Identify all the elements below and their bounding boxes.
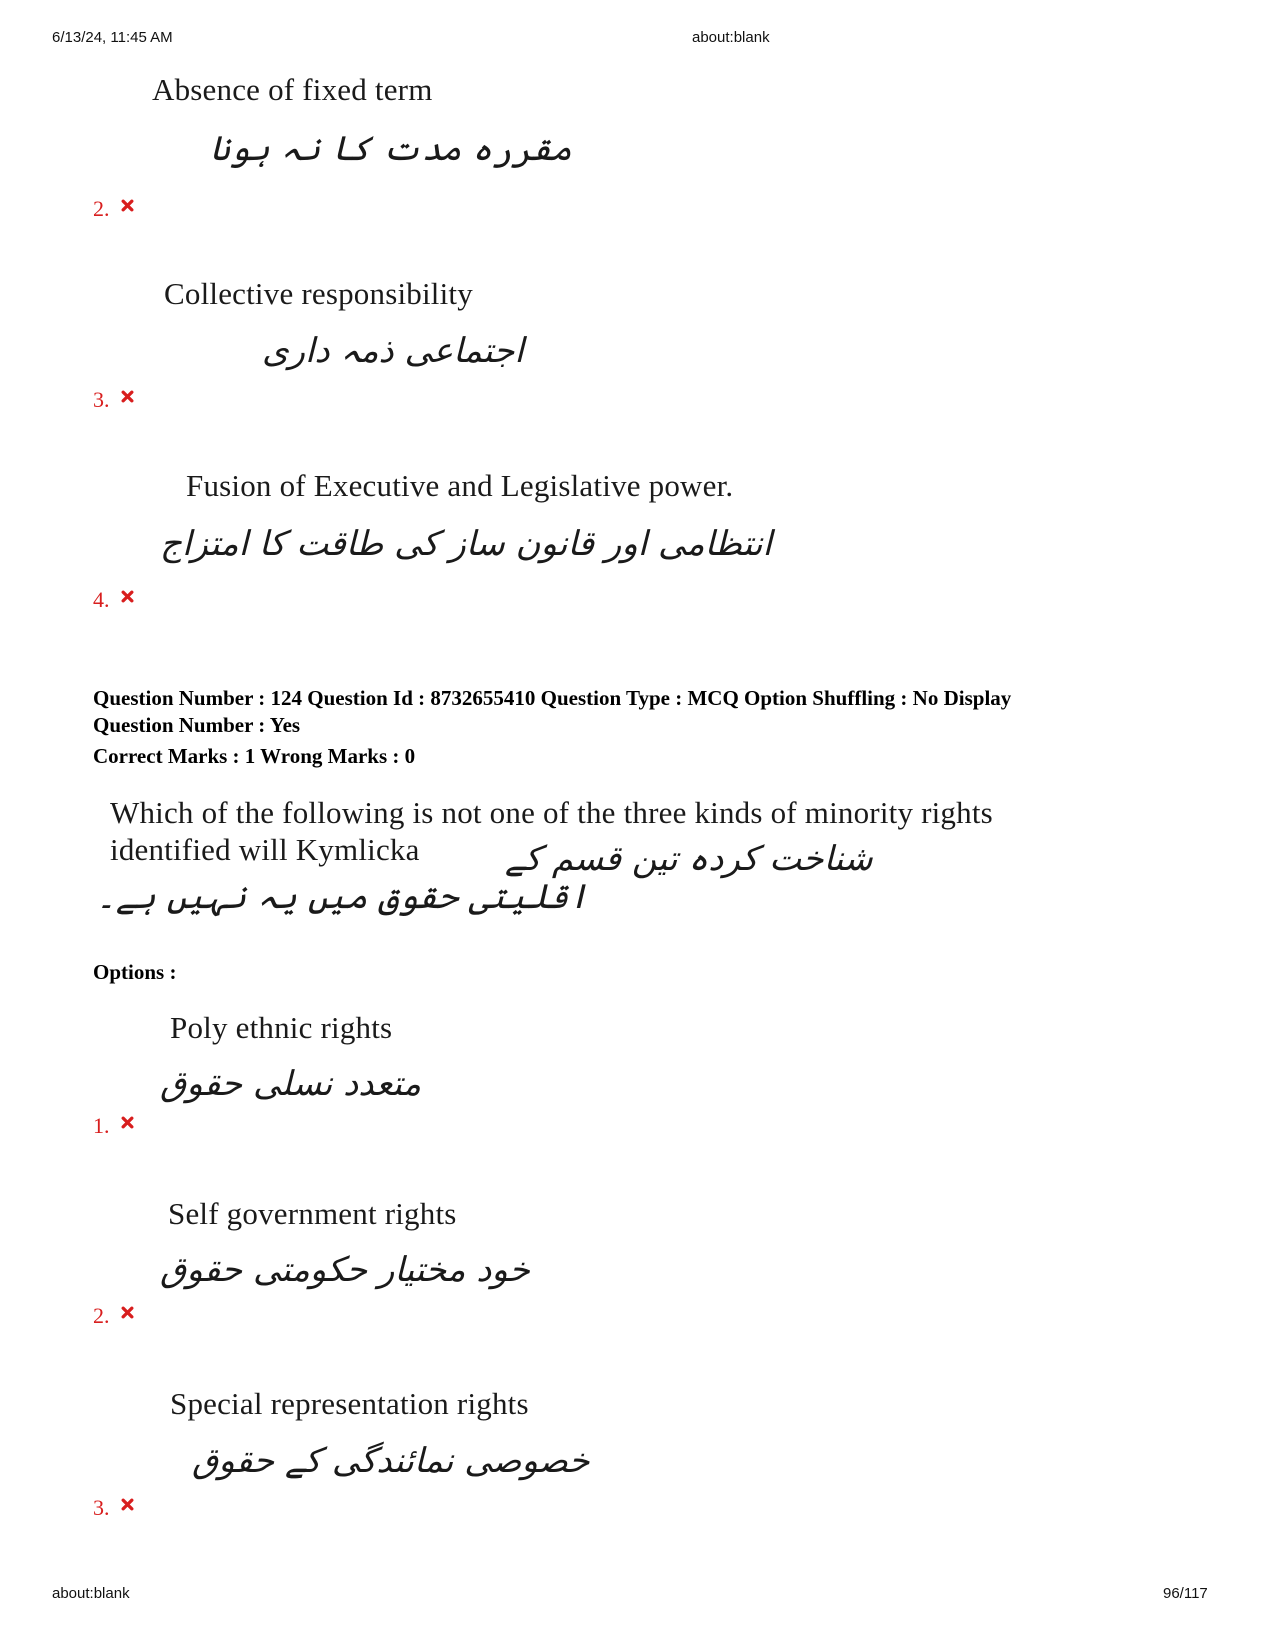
option-1-english: Poly ethnic rights bbox=[170, 1010, 393, 1045]
option-3-number: 3. bbox=[93, 1495, 110, 1520]
cross-icon bbox=[121, 1116, 134, 1129]
option-3-english: Special representation rights bbox=[170, 1386, 529, 1421]
cross-icon bbox=[121, 199, 134, 212]
option-2-urdu: خود مختیار حکومتی حقوق bbox=[160, 1250, 530, 1290]
print-url: about:blank bbox=[692, 29, 770, 46]
question-text-urdu-1: شناخت کردہ تین قسم کے bbox=[505, 839, 873, 879]
question-meta-line-2: Question Number : Yes bbox=[93, 713, 301, 737]
prev-option-2-urdu: مقررہ مدت کا نہ ہونا bbox=[210, 129, 572, 169]
prev-option-4-urdu: انتظامی اور قانون ساز کی طاقت کا امتزاج bbox=[160, 524, 772, 564]
option-2-number: 2. bbox=[93, 1303, 110, 1328]
option-2-english: Self government rights bbox=[168, 1196, 457, 1231]
option-3-urdu: خصوصی نمائندگی کے حقوق bbox=[192, 1441, 590, 1481]
print-datetime: 6/13/24, 11:45 AM bbox=[52, 29, 173, 46]
question-text-urdu-2: اقلیتی حقوق میں یہ نہیں ہے۔ bbox=[96, 877, 589, 917]
option-1-number: 1. bbox=[93, 1113, 110, 1138]
prev-option-4-number: 4. bbox=[93, 587, 110, 612]
question-text-english-2: identified will Kymlicka bbox=[110, 832, 420, 867]
prev-option-4-english: Fusion of Executive and Legislative power. bbox=[186, 468, 734, 503]
question-marks: Correct Marks : 1 Wrong Marks : 0 bbox=[93, 744, 416, 768]
cross-icon bbox=[121, 590, 134, 603]
option-1-urdu: متعدد نسلی حقوق bbox=[160, 1064, 422, 1104]
prev-option-3-english: Collective responsibility bbox=[164, 276, 473, 311]
prev-option-3-number: 3. bbox=[93, 387, 110, 412]
cross-icon bbox=[121, 1306, 134, 1319]
cross-icon bbox=[121, 1498, 134, 1511]
question-text-english-1: Which of the following is not one of the three kinds of minority rights bbox=[110, 795, 993, 830]
prev-option-2-number: 2. bbox=[93, 196, 110, 221]
prev-option-2-english: Absence of fixed term bbox=[152, 72, 433, 107]
page-number: 96/117 bbox=[1163, 1585, 1208, 1602]
footer-url: about:blank bbox=[52, 1585, 130, 1602]
question-meta-line-1: Question Number : 124 Question Id : 8732655410 Question Type : MCQ Option Shuffling : No Display bbox=[93, 686, 1012, 710]
prev-option-3-urdu: اجتماعی ذمہ داری bbox=[262, 331, 524, 371]
cross-icon bbox=[121, 390, 134, 403]
question-meta bbox=[93, 685, 1213, 739]
options-label: Options : bbox=[93, 960, 177, 984]
